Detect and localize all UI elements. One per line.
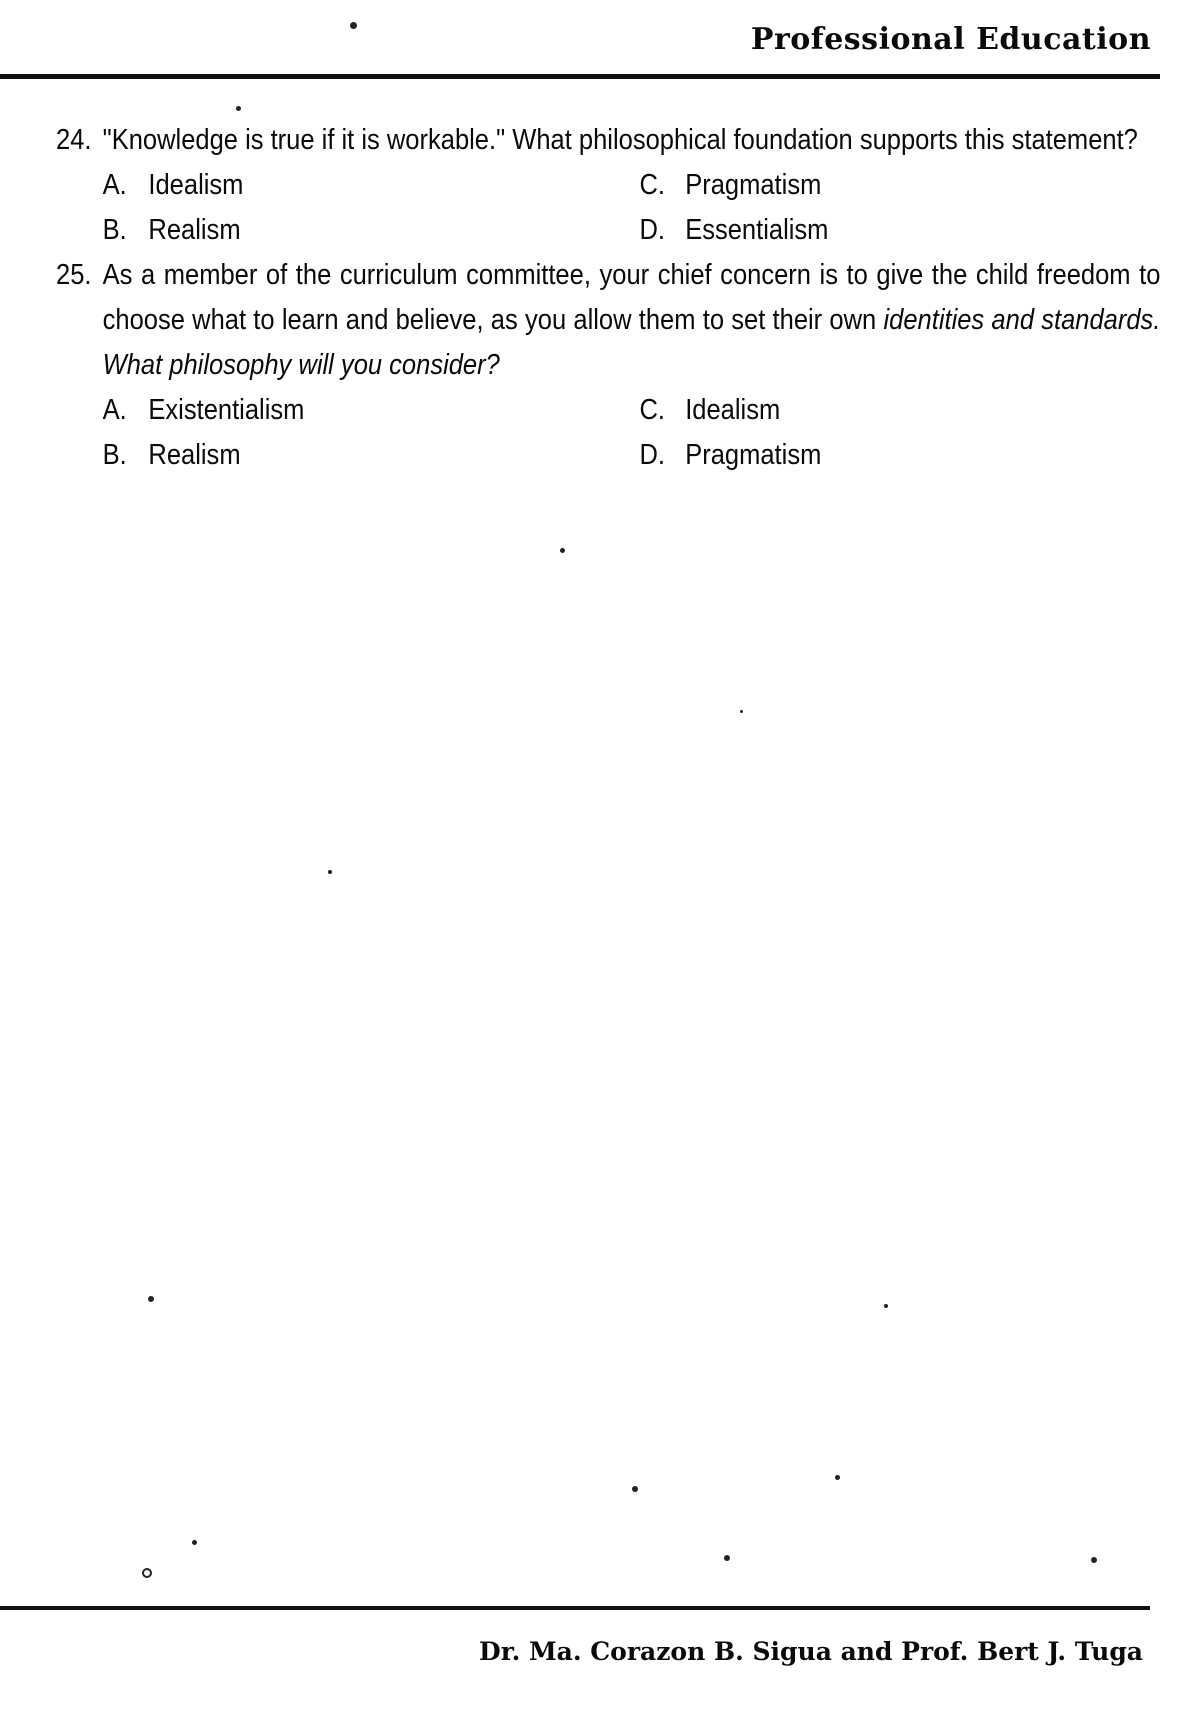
question-number: 24.	[56, 124, 92, 156]
option-c	[639, 388, 1160, 433]
scan-speck	[632, 1486, 638, 1492]
option-letter: A.	[102, 394, 127, 426]
question-number: 25.	[56, 259, 92, 291]
header-rule	[0, 74, 1160, 79]
scan-speck	[142, 1568, 152, 1578]
footer-rule	[0, 1606, 1150, 1610]
option-letter: B.	[102, 214, 127, 246]
scan-speck	[350, 22, 357, 29]
question-24	[56, 118, 1160, 253]
option-letter: D.	[639, 439, 665, 471]
footer-credit: Dr. Ma. Corazon B. Sigua and Prof. Bert J. Tuga	[479, 1637, 1143, 1666]
option-a	[103, 388, 640, 433]
option-letter: A.	[102, 169, 127, 201]
option-b	[103, 433, 640, 478]
scan-speck	[740, 710, 743, 713]
header-title: Professional Education	[750, 22, 1151, 57]
question-text-main: As a member of the curriculum committee, your chief concern is to give the child freedom to choose what to learn and believe, as you allow them to set their own	[102, 259, 1161, 336]
option-text: Existentialism	[148, 394, 305, 426]
option-text: Pragmatism	[685, 169, 822, 201]
question-text: "Knowledge is true if it is workable." What philosophical foundation supports this statement?	[102, 124, 1138, 156]
option-a	[103, 163, 640, 208]
option-letter: D.	[639, 214, 665, 246]
scan-speck	[1091, 1557, 1097, 1563]
option-b	[103, 208, 640, 253]
option-c	[639, 163, 1160, 208]
option-text: Idealism	[685, 394, 781, 426]
scan-speck	[328, 870, 332, 874]
scan-speck	[148, 1296, 154, 1302]
scan-speck	[884, 1304, 888, 1308]
option-d	[639, 433, 1160, 478]
option-text: Essentialism	[685, 214, 829, 246]
option-text: Realism	[148, 214, 241, 246]
scan-speck	[560, 548, 565, 553]
option-d	[639, 208, 1160, 253]
option-letter: B.	[102, 439, 127, 471]
scan-speck	[835, 1475, 840, 1480]
option-letter: C.	[639, 169, 665, 201]
question-text-italic: identities and standards. What philosophy will you consider?	[102, 304, 1161, 381]
option-text: Realism	[148, 439, 241, 471]
option-text: Idealism	[148, 169, 244, 201]
question-text	[103, 253, 1161, 388]
option-letter: C.	[639, 394, 665, 426]
question-25	[56, 253, 1160, 478]
scan-speck	[724, 1555, 730, 1561]
answer-options	[103, 388, 1161, 478]
option-text: Pragmatism	[685, 439, 822, 471]
question-list	[56, 118, 1160, 478]
scan-speck	[192, 1540, 197, 1545]
scan-speck	[236, 106, 241, 111]
answer-options	[103, 163, 1161, 253]
